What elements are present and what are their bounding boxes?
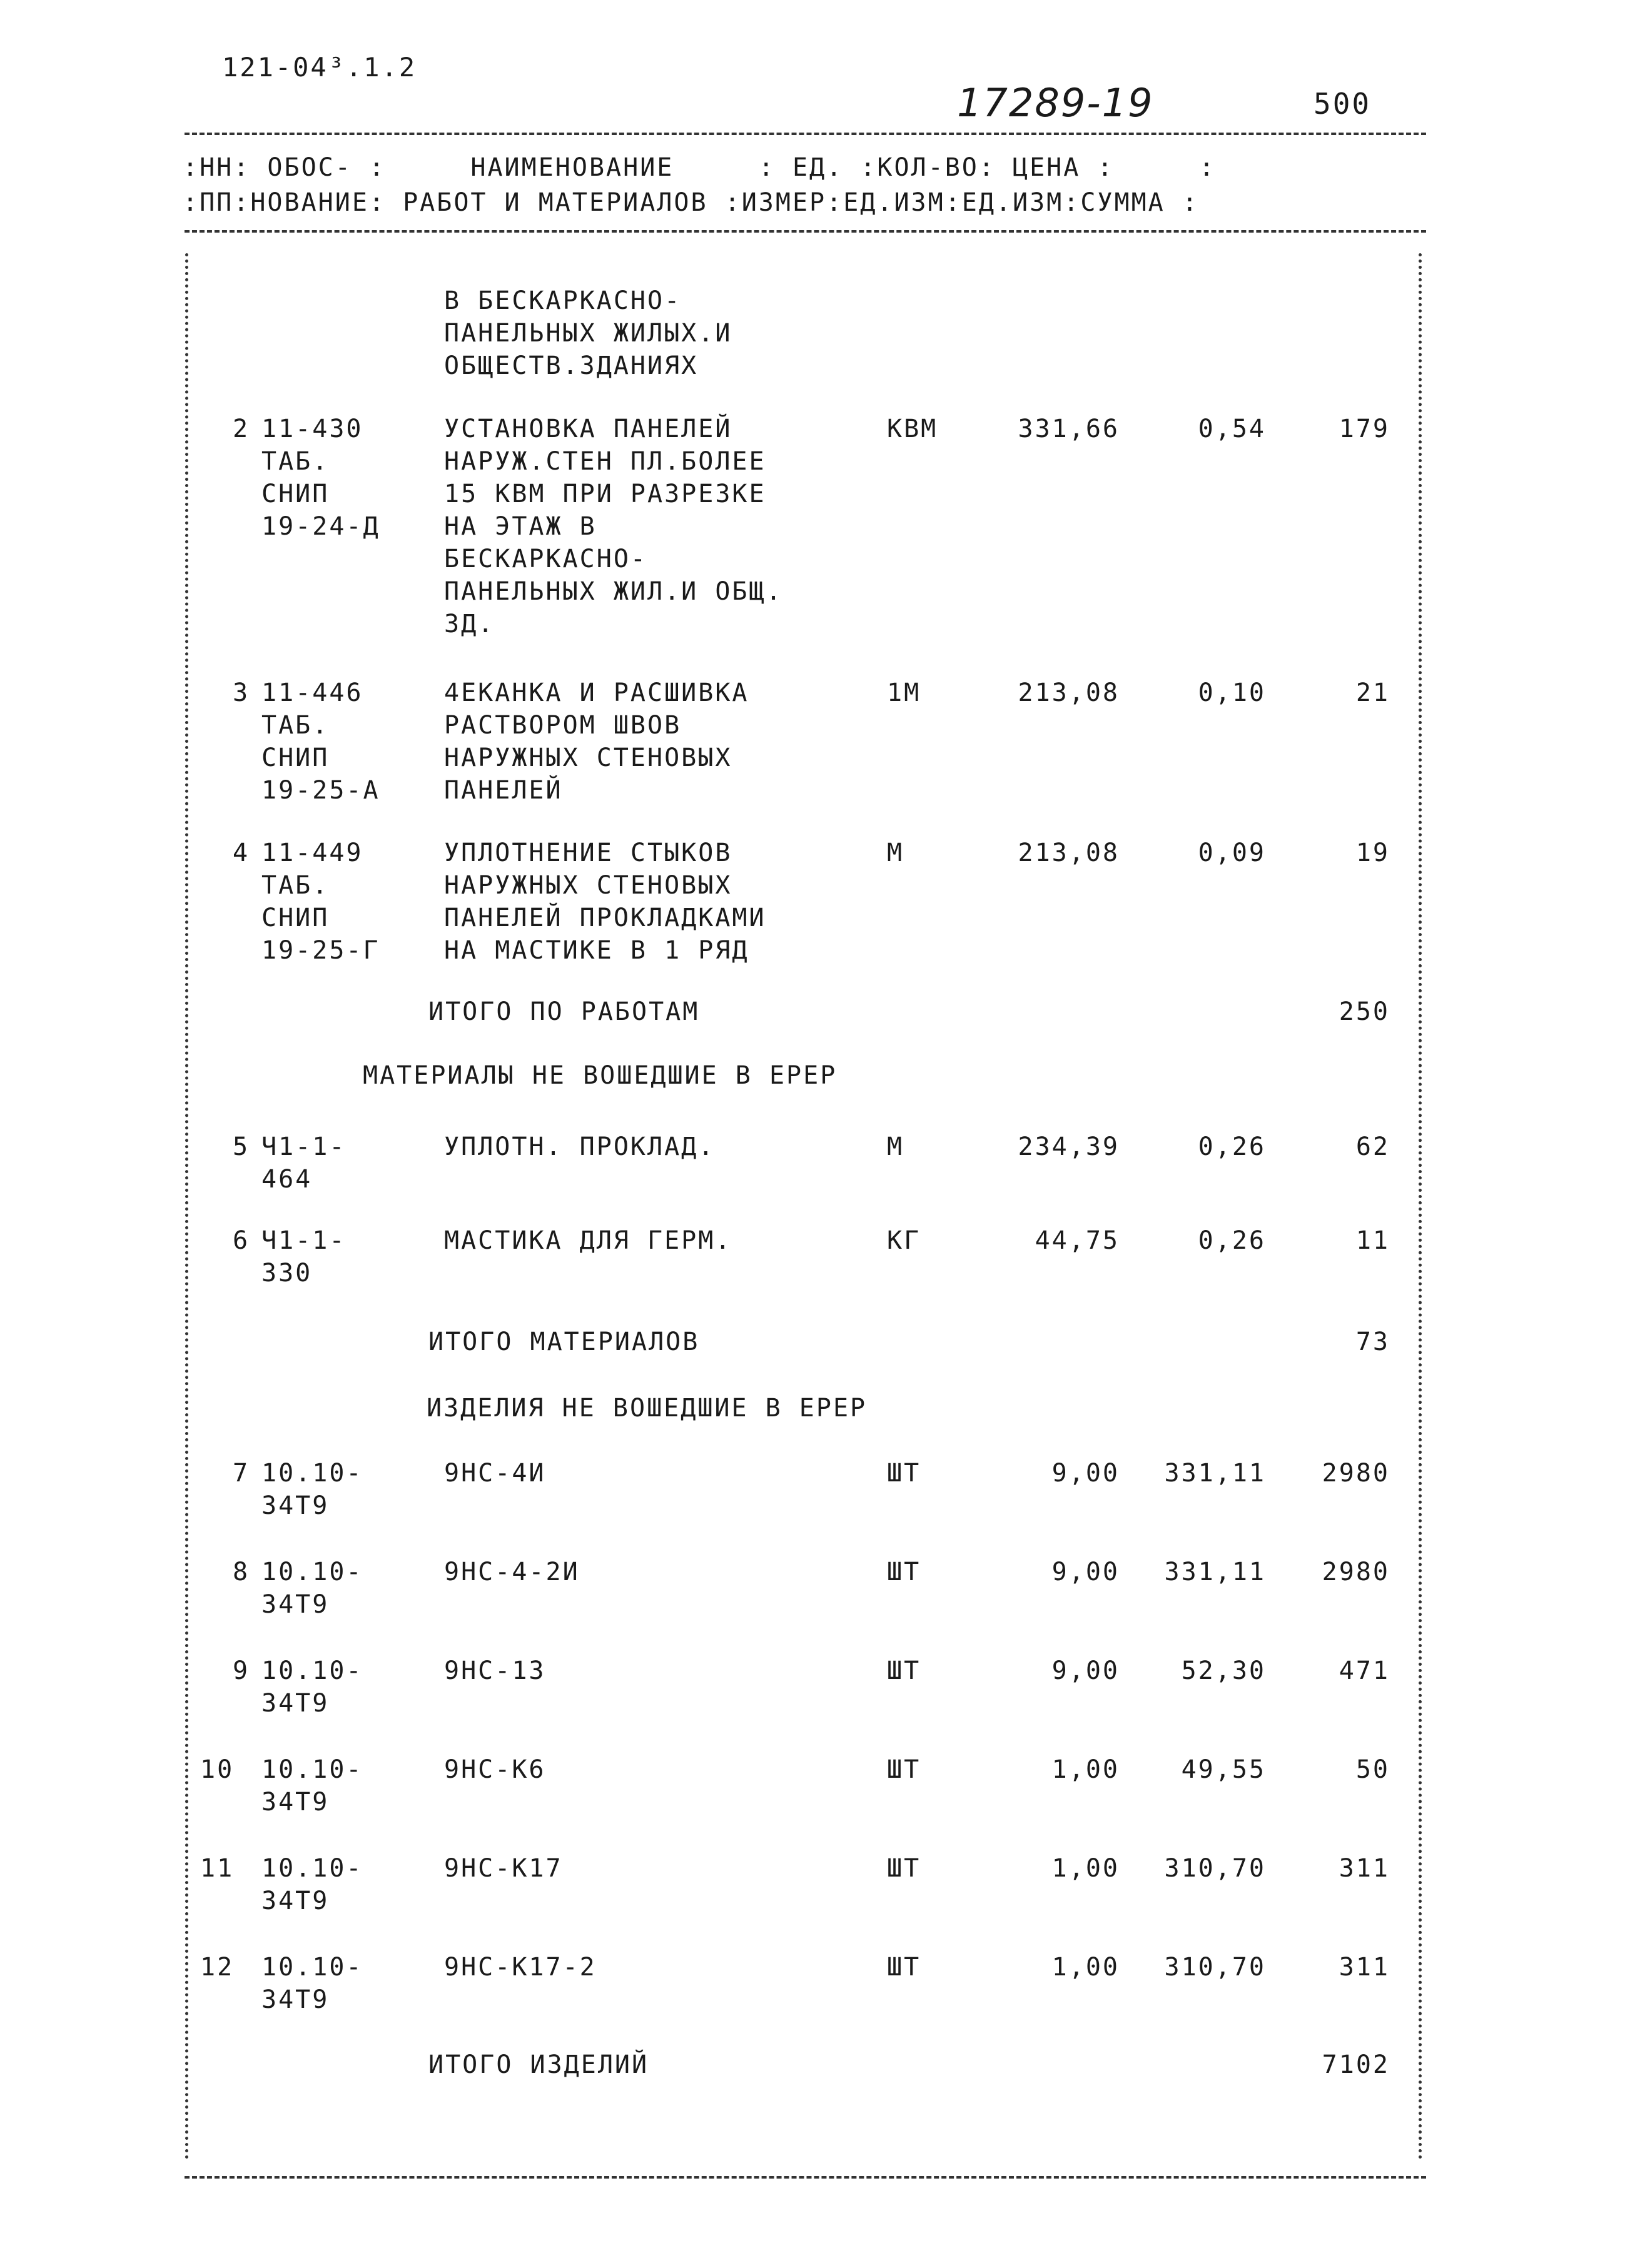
row-name-line: 9НС-4-2И [444,1558,580,1586]
row-name-line: НА ЭТАЖ В [444,512,597,541]
row-name-line: НАРУЖНЫХ СТЕНОВЫХ [444,743,732,772]
row-unit: ШТ [887,1459,921,1488]
row-unit: М [887,839,904,867]
row-unit: ШТ [887,1755,921,1784]
row-sum: 50 [1355,1755,1390,1784]
row-quantity: 44,75 [1035,1226,1120,1255]
row-basis-line: СНИП [261,904,330,932]
subtotal-sum: 73 [1355,1328,1390,1356]
row-number: 9 [233,1656,250,1685]
row-price: 331,11 [1164,1558,1266,1586]
row-unit: ШТ [887,1558,921,1586]
row-number: 11 [200,1854,235,1883]
row-sum: 179 [1339,415,1390,443]
row-number: 5 [233,1132,250,1161]
right-border [1419,253,1422,2160]
row-basis-line: Ч1-1- [261,1132,347,1161]
row-basis-line: 34Т9 [261,1590,330,1619]
row-basis-line: 19-25-Г [261,936,380,965]
header-row-2: :ПП:НОВАНИЕ: РАБОТ И МАТЕРИАЛОВ :ИЗМЕР:ЕД.ИЗМ:ЕД.ИЗМ:СУММА : [183,188,1199,217]
subtotal-sum: 250 [1339,997,1390,1026]
section-title: ИЗДЕЛИЯ НЕ ВОШЕДШИЕ В ЕРЕР [427,1394,868,1423]
row-quantity: 9,00 [1051,1558,1120,1586]
row-price: 0,26 [1198,1226,1266,1255]
row-basis-line: ТАБ. [261,871,330,900]
row-name-line: МАСТИКА ДЛЯ ГЕРМ. [444,1226,732,1255]
row-basis-line: СНИП [261,743,330,772]
row-price: 310,70 [1164,1953,1266,1982]
row-basis-line: 10.10- [261,1755,363,1784]
row-sum: 11 [1355,1226,1390,1255]
row-unit: КВМ [887,415,938,443]
row-number: 3 [233,678,250,707]
row-sum: 2980 [1322,1558,1390,1586]
row-quantity: 9,00 [1051,1656,1120,1685]
row-quantity: 213,08 [1018,839,1120,867]
subtotal-sum: 7102 [1322,2050,1390,2079]
row-number: 2 [233,415,250,443]
row-basis-line: 10.10- [261,1854,363,1883]
row-name-line: НА МАСТИКЕ В 1 РЯД [444,936,749,965]
row-basis-line: 10.10- [261,1459,363,1488]
row-basis-line: 464 [261,1165,313,1194]
row-name-line: 15 КВМ ПРИ РАЗРЕЗКЕ [444,480,766,508]
row-price: 0,09 [1198,839,1266,867]
subtotal-label: ИТОГО ИЗДЕЛИЙ [428,2050,649,2079]
row-quantity: 1,00 [1051,1854,1120,1883]
row-quantity: 9,00 [1051,1459,1120,1488]
row-basis-line: 330 [261,1259,313,1288]
row-number: 10 [200,1755,235,1784]
row-number: 12 [200,1953,235,1982]
row-basis-line: ТАБ. [261,447,330,476]
row-basis-line: 11-449 [261,839,363,867]
row-basis-line: СНИП [261,480,330,508]
row-basis-line: 34Т9 [261,1491,330,1520]
row-basis-line: 10.10- [261,1656,363,1685]
subtotal-label: ИТОГО ПО РАБОТАМ [428,997,700,1026]
row-price: 0,10 [1198,678,1266,707]
row-basis-line: 11-430 [261,415,363,443]
row-unit: ШТ [887,1854,921,1883]
row-basis-line: 19-25-А [261,776,380,805]
row-name-line: НАРУЖНЫХ СТЕНОВЫХ [444,871,732,900]
row-quantity: 234,39 [1018,1132,1120,1161]
row-name-line: ПАНЕЛЕЙ ПРОКЛАДКАМИ [444,904,766,932]
row-unit: ШТ [887,1953,921,1982]
sheet-code: 121-04³.1.2 [222,52,417,83]
page-number: 500 [1314,87,1372,121]
row-name-line: 4ЕКАНКА И РАСШИВКА [444,678,749,707]
row-price: 52,30 [1181,1656,1266,1685]
footer-rule [185,2176,1426,2179]
row-number: 6 [233,1226,250,1255]
row-price: 0,54 [1198,415,1266,443]
row-name-line: УПЛОТН. ПРОКЛАД. [444,1132,716,1161]
row-price: 331,11 [1164,1459,1266,1488]
row-basis-line: 10.10- [261,1953,363,1982]
row-basis-line: 34Т9 [261,1985,330,2014]
handwritten-document-number: 17289-19 [957,80,1154,126]
intro-line: В БЕСКАРКАСНО- [444,286,682,315]
row-name-line: ПАНЕЛЕЙ [444,776,563,805]
row-number: 8 [233,1558,250,1586]
row-unit: ШТ [887,1656,921,1685]
row-name-line: БЕСКАРКАСНО- [444,545,647,573]
row-basis-line: 34Т9 [261,1689,330,1718]
row-name-line: 9НС-13 [444,1656,546,1685]
row-sum: 62 [1355,1132,1390,1161]
row-basis-line: 10.10- [261,1558,363,1586]
row-price: 0,26 [1198,1132,1266,1161]
row-unit: М [887,1132,904,1161]
row-basis-line: 34Т9 [261,1788,330,1817]
row-name-line: 9НС-4И [444,1459,546,1488]
row-name-line: РАСТВОРОМ ШВОВ [444,711,682,740]
header-top-rule [185,133,1426,135]
row-basis-line: ТАБ. [261,711,330,740]
row-name-line: УСТАНОВКА ПАНЕЛЕЙ [444,415,732,443]
row-sum: 2980 [1322,1459,1390,1488]
row-number: 4 [233,839,250,867]
header-bottom-rule [185,230,1426,233]
intro-line: ОБЩЕСТВ.ЗДАНИЯХ [444,351,699,380]
row-price: 49,55 [1181,1755,1266,1784]
row-unit: 1М [887,678,921,707]
row-price: 310,70 [1164,1854,1266,1883]
row-number: 7 [233,1459,250,1488]
row-name-line: УПЛОТНЕНИЕ СТЫКОВ [444,839,732,867]
subtotal-label: ИТОГО МАТЕРИАЛОВ [428,1328,700,1356]
row-sum: 19 [1355,839,1390,867]
row-name-line: 9НС-К6 [444,1755,546,1784]
row-basis-line: 34Т9 [261,1887,330,1915]
row-basis-line: Ч1-1- [261,1226,347,1255]
row-quantity: 331,66 [1018,415,1120,443]
row-sum: 471 [1339,1656,1390,1685]
row-basis-line: 19-24-Д [261,512,380,541]
row-quantity: 1,00 [1051,1953,1120,1982]
row-sum: 21 [1355,678,1390,707]
section-title: МАТЕРИАЛЫ НЕ ВОШЕДШИЕ В ЕРЕР [363,1061,838,1090]
row-name-line: 9НС-К17 [444,1854,563,1883]
row-sum: 311 [1339,1854,1390,1883]
row-name-line: НАРУЖ.СТЕН ПЛ.БОЛЕЕ [444,447,766,476]
row-quantity: 213,08 [1018,678,1120,707]
row-basis-line: 11-446 [261,678,363,707]
row-unit: КГ [887,1226,921,1255]
row-name-line: ЗД. [444,610,495,638]
row-sum: 311 [1339,1953,1390,1982]
row-quantity: 1,00 [1051,1755,1120,1784]
row-name-line: ПАНЕЛЬНЫХ ЖИЛ.И ОБЩ. [444,577,783,606]
intro-line: ПАНЕЛЬНЫХ ЖИЛЫХ.И [444,319,732,348]
header-row-1: :НН: ОБОС- : НАИМЕНОВАНИЕ : ЕД. :КОЛ-ВО: ЦЕНА : : [183,153,1217,182]
left-border [185,253,188,2160]
row-name-line: 9НС-К17-2 [444,1953,597,1982]
